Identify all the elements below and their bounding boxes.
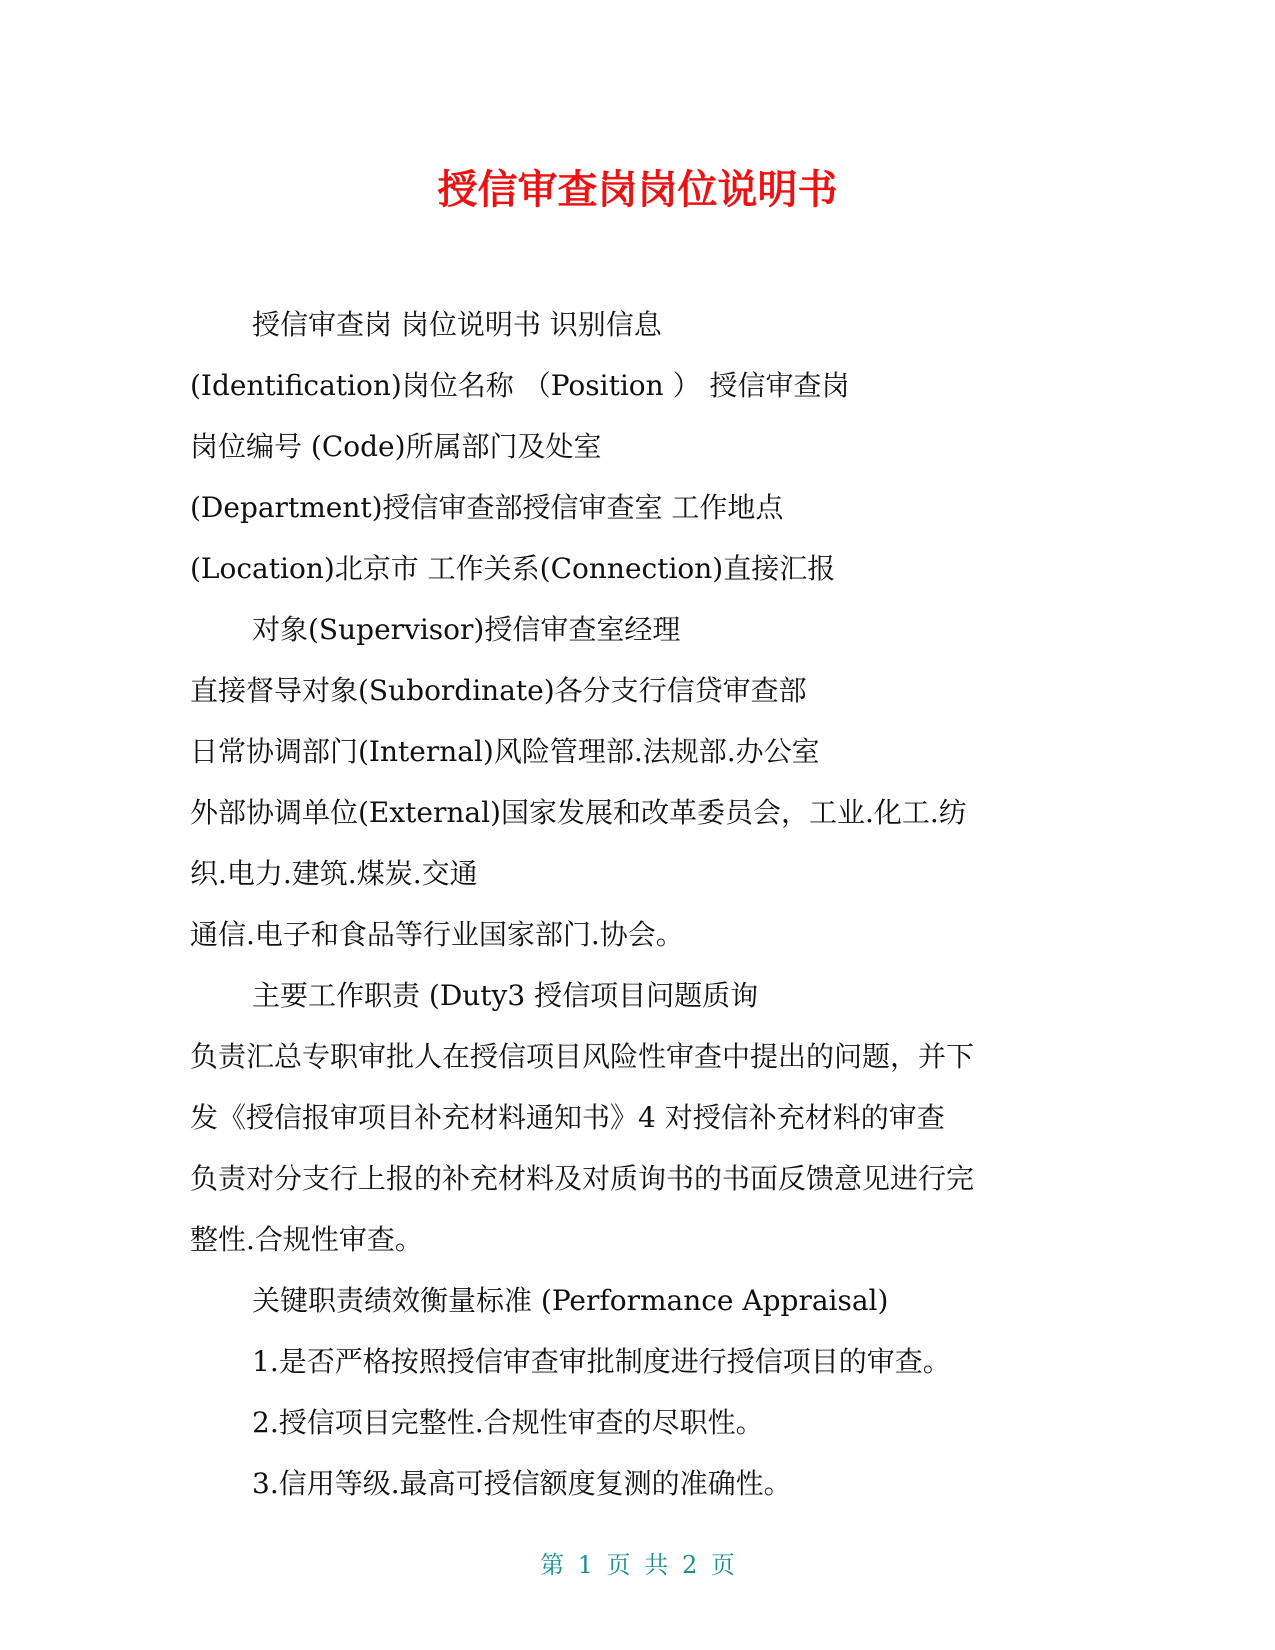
body-line: (Department)授信审查部授信审查室 工作地点: [190, 491, 784, 524]
body-line: (Identification)岗位名称 （Position ） 授信审查岗: [190, 369, 850, 402]
body-line: 日常协调部门(Internal)风险管理部.法规部.办公室: [190, 735, 820, 768]
body-line: 1.是否严格按照授信审查审批制度进行授信项目的审查。: [252, 1345, 951, 1378]
document-body: [190, 294, 1070, 1514]
page-footer: 第 1 页 共 2 页: [540, 1551, 735, 1579]
body-line: 负责对分支行上报的补充材料及对质询书的书面反馈意见进行完: [190, 1162, 975, 1195]
body-line: 3.信用等级.最高可授信额度复测的准确性。: [252, 1467, 792, 1500]
body-line: (Location)北京市 工作关系(Connection)直接汇报: [190, 552, 836, 585]
body-line: 授信审查岗 岗位说明书 识别信息: [252, 308, 662, 341]
body-line: 2.授信项目完整性.合规性审查的尽职性。: [252, 1406, 764, 1439]
body-line: 通信.电子和食品等行业国家部门.协会。: [190, 918, 684, 951]
body-line: 负责汇总专职审批人在授信项目风险性审查中提出的问题，并下: [190, 1040, 975, 1073]
body-line: 整性.合规性审查。: [190, 1223, 423, 1256]
body-line: 发《授信报审项目补充材料通知书》4 对授信补充材料的审查: [190, 1101, 945, 1134]
body-line: 织.电力.建筑.煤炭.交通: [190, 857, 478, 890]
body-line: 直接督导对象(Subordinate)各分支行信贷审查部: [190, 674, 807, 707]
body-line: 岗位编号 (Code)所属部门及处室: [190, 430, 602, 463]
body-line: 关键职责绩效衡量标准 (Performance Appraisal): [252, 1284, 889, 1317]
body-line: 对象(Supervisor)授信审查室经理: [252, 613, 681, 646]
body-line: 外部协调单位(External)国家发展和改革委员会，工业.化工.纺: [190, 796, 967, 829]
body-line: 主要工作职责 (Duty3 授信项目问题质询: [252, 979, 759, 1012]
document-title: 授信审查岗岗位说明书: [437, 167, 838, 213]
